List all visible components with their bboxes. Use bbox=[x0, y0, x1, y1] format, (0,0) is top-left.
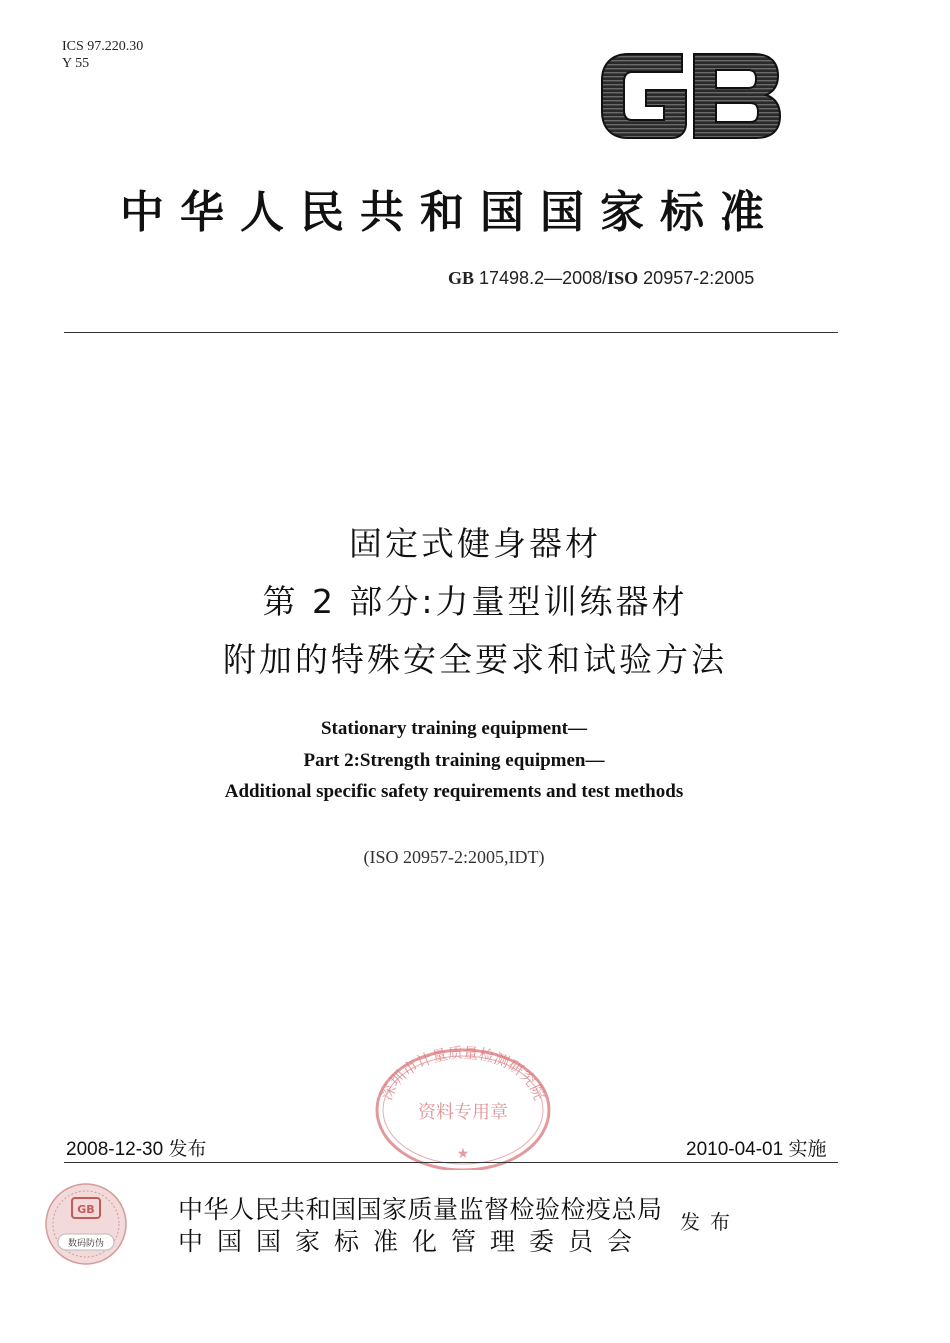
anti-counterfeit-seal-icon bbox=[44, 1182, 128, 1266]
standard-code-iso-number: 20957-2:2005 bbox=[638, 268, 755, 288]
bottom-divider bbox=[64, 1162, 838, 1163]
implement-date: 2010-04-01 实施 bbox=[686, 1139, 827, 1160]
title-en-line1: Stationary training equipment— bbox=[320, 718, 588, 739]
seal-text: 数码防伪 bbox=[67, 1239, 105, 1249]
svg-text:GB: GB bbox=[77, 1203, 95, 1216]
equivalence-note: (ISO 20957-2:2005,IDT) bbox=[363, 847, 545, 867]
national-standard-title: 中华人民共和国国家标准 bbox=[120, 187, 780, 238]
classification-codes bbox=[62, 38, 143, 72]
svg-text:深圳市计量质量检测研究院 bbox=[378, 1044, 549, 1103]
stamp-inner-text: 资料专用章 bbox=[418, 1102, 508, 1123]
svg-text:★: ★ bbox=[456, 1146, 470, 1162]
standard-code bbox=[448, 268, 754, 289]
gb-logo-icon bbox=[598, 48, 784, 144]
issuer-sac: 中国国家标准化管理委员会 bbox=[178, 1227, 647, 1256]
title-en-line3: Additional specific safety requirements and test methods bbox=[224, 781, 684, 802]
title-cn-line2: 第 2 部分:力量型训练器材 bbox=[262, 582, 688, 621]
ics-code: ICS 97.220.30 bbox=[62, 39, 144, 54]
standard-code-iso-prefix: ISO bbox=[607, 268, 639, 288]
top-divider bbox=[64, 332, 838, 333]
library-stamp-icon bbox=[368, 1040, 558, 1170]
standard-code-number: 17498.2—2008/ bbox=[474, 268, 608, 288]
ccs-code: Y 55 bbox=[62, 56, 90, 71]
stamp-outer-text: 深圳市计量质量检测研究院 bbox=[377, 1043, 549, 1103]
title-en-line2: Part 2:Strength training equipmen— bbox=[303, 750, 605, 771]
issue-date: 2008-12-30 发布 bbox=[66, 1139, 207, 1160]
issuer-aqsiq: 中华人民共和国国家质量监督检验检疫总局 bbox=[178, 1195, 663, 1224]
publish-label: 发布 bbox=[680, 1210, 740, 1234]
title-cn-line3: 附加的特殊安全要求和试验方法 bbox=[223, 640, 727, 679]
standard-code-prefix: GB bbox=[448, 268, 475, 288]
title-cn-line1: 固定式健身器材 bbox=[349, 524, 601, 563]
